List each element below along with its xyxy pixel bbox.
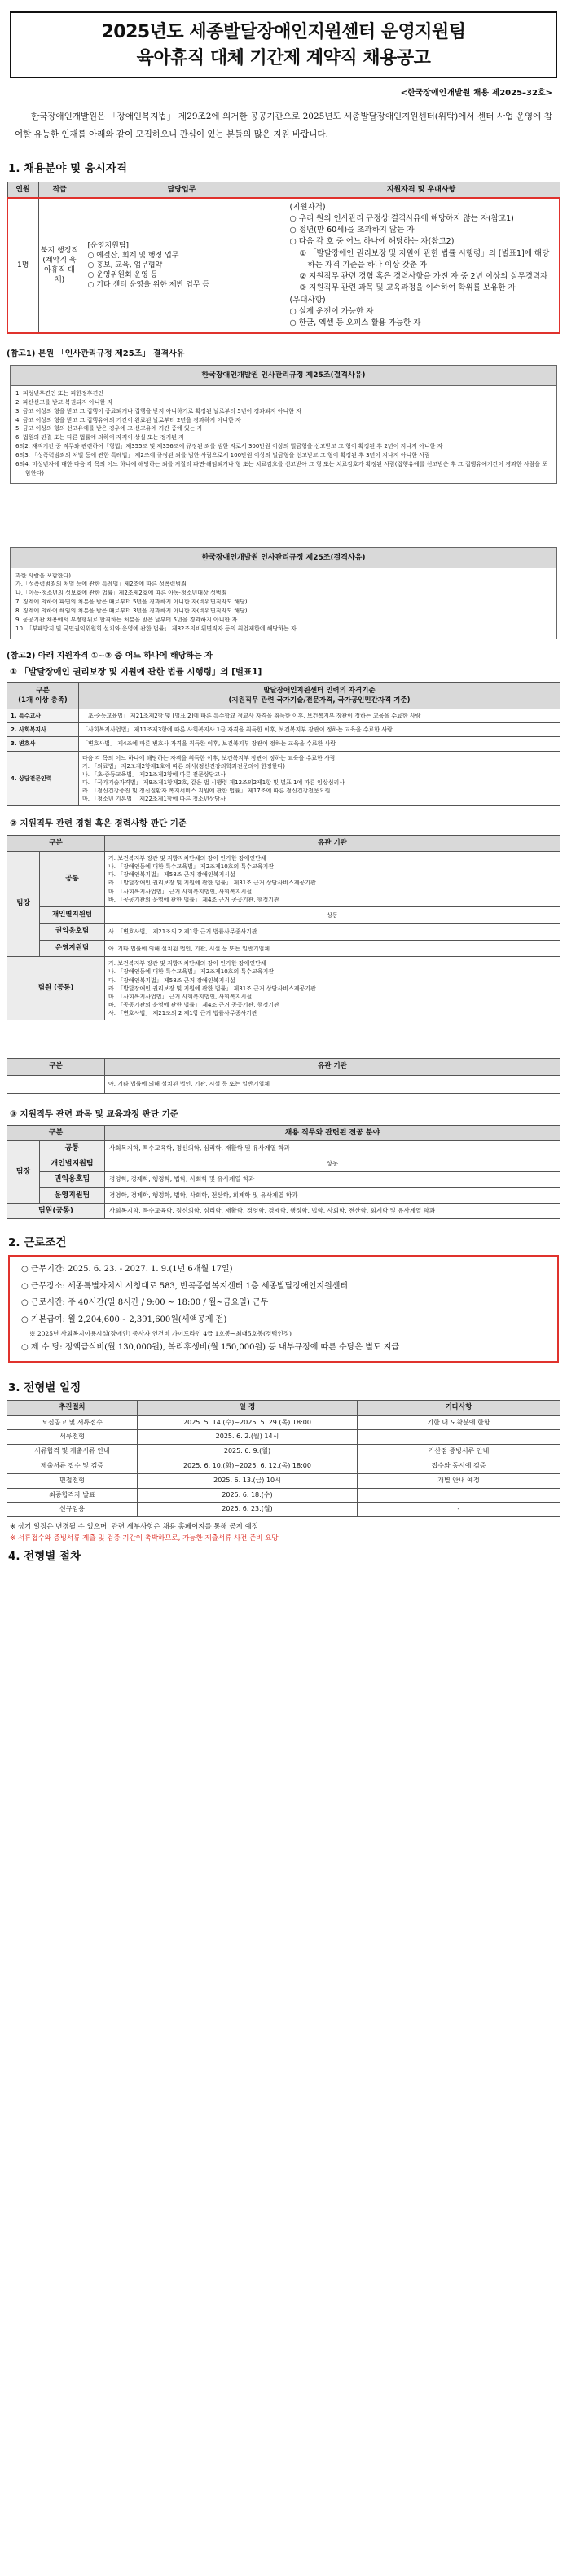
sched-col-date: 일 정 bbox=[138, 1401, 358, 1415]
schedule-step: 신규임용 bbox=[7, 1503, 138, 1517]
schedule-date: 2025. 6. 18.(수) bbox=[138, 1488, 358, 1503]
qualification-category: 1. 특수교사 bbox=[7, 709, 79, 723]
qualification-row bbox=[7, 751, 560, 806]
qualification-category: 4. 상담전문인력 bbox=[7, 751, 79, 806]
major-criteria-table bbox=[7, 1125, 560, 1219]
job-grade: 북지 행정직 (계약직 육아휴직 대체) bbox=[38, 198, 81, 334]
qualification-item: ③ 지원직무 관련 과목 및 교육과정을 이수하여 학위를 보유한 자 bbox=[299, 283, 516, 293]
experience-row bbox=[7, 852, 560, 907]
col-duties: 담당업무 bbox=[81, 182, 283, 198]
disqualification-box2-title: 한국장애인개발원 인사관리규정 제25조(결격사유) bbox=[11, 548, 556, 568]
schedule-row bbox=[7, 1415, 560, 1430]
schedule-step: 제출서류 접수 및 검증 bbox=[7, 1459, 138, 1474]
t1-col-standard: 발달장애인지원센터 인력의 자격기준 (지원직무 관련 국가기술/전문자격, 국가공인민간자격 기준) bbox=[79, 683, 560, 709]
schedule-row bbox=[7, 1488, 560, 1503]
section1-heading: 1. 채용분야 및 응시자격 bbox=[8, 162, 127, 176]
duty-item: ○ 홍보, 교육, 업무협약 bbox=[87, 261, 163, 270]
experience-team: 운영지원팀 bbox=[40, 940, 105, 956]
major-fields: 경영학, 경제학, 행정학, 법학, 사회학 및 유사계열 학과 bbox=[105, 1172, 560, 1187]
qualification-category: 2. 사회복지사 bbox=[7, 723, 79, 737]
experience-row bbox=[7, 906, 560, 923]
criteria3-heading: ③ 지원직무 관련 과목 및 교육과정 판단 기준 bbox=[10, 1108, 178, 1119]
preference-item: ○ 한글, 엑셀 등 오피스 활용 가능한 자 bbox=[289, 318, 421, 328]
disqualification-item: 1. 피성년후견인 또는 피한정후견인 bbox=[15, 390, 104, 397]
preference-item: ○ 실제 운전이 가능한 자 bbox=[289, 306, 374, 316]
schedule-note: 기한 내 도착분에 한함 bbox=[358, 1415, 560, 1430]
qualifications-cell bbox=[283, 198, 560, 334]
work-conditions-box bbox=[8, 1255, 559, 1363]
schedule-date: 2025. 6. 2.(월) 14시 bbox=[138, 1430, 358, 1445]
schedule-row bbox=[7, 1459, 560, 1474]
note2-heading: (참고2) 아래 지원자격 ①~③ 중 어느 하나에 해당하는 자 bbox=[7, 651, 213, 660]
schedule-date: 2025. 5. 14.(수)~2025. 5. 29.(목) 18:00 bbox=[138, 1415, 358, 1430]
experience-row bbox=[7, 924, 560, 940]
t2-member-text: 가. 보건복지부 장관 및 지방자치단체의 장이 인가한 장애인단체 나. 「장애인등에 대한 특수교육법」 제2조제10호의 특수교육기관 다. 「장애인복지법」 제58조 근거 장애인복지시설 라. 「발달장애인 권리보장 및 지원에 관한 법률」 제31조 근거 상담사비스제공기관 마. 「사회복지사업법」 근거 사회복지법인, 사회복지시설 바. 「공공기관의 운영에 관한 법률」 제4조 근거 공공기관, 행정기관 사. 「변호사법」 제21조의 2 제1항 근거 법률사무종사기관 bbox=[105, 957, 560, 1020]
t2b-row-text: 아. 기타 법률에 의해 설치된 법인, 기관, 시설 등 또는 일반기업체 bbox=[105, 1075, 560, 1093]
schedule-step: 서류전형 bbox=[7, 1430, 138, 1445]
criteria2-heading: ② 지원직무 관련 경험 혹은 경력사항 판단 기준 bbox=[10, 818, 187, 829]
section4-heading: 4. 전형별 절차 bbox=[8, 1550, 81, 1564]
qualification-standard-table bbox=[7, 682, 560, 806]
qualification-row bbox=[7, 723, 560, 737]
duty-item: ○ 운영위원회 운영 등 bbox=[87, 271, 158, 280]
duty-item: [운영지원팀] bbox=[87, 241, 129, 250]
schedule-date: 2025. 6. 9.(월) bbox=[138, 1445, 358, 1459]
major-fields: 상동 bbox=[105, 1156, 560, 1172]
schedule-step: 모집공고 및 서류접수 bbox=[7, 1415, 138, 1430]
experience-team: 개인별지원팀 bbox=[40, 906, 105, 923]
headcount: 1명 bbox=[7, 198, 38, 334]
criteria1-heading: ① 「발달장애인 권리보장 및 지원에 관한 법률 시행령」의 [별표1] bbox=[10, 667, 262, 678]
major-row bbox=[7, 1187, 560, 1203]
qualification-standard: 「사회복지사업법」 제11조제3항에 따른 사회복지사 1급 자격을 취득한 이후, 보건복지부 장관이 정하는 교육을 수료한 사람 bbox=[79, 723, 560, 737]
schedule-row bbox=[7, 1430, 560, 1445]
qualification-row bbox=[7, 709, 560, 723]
experience-team: 권익옹호팀 bbox=[40, 924, 105, 940]
section2-heading: 2. 근로조건 bbox=[8, 1235, 67, 1249]
disqualification-item: 가.「성폭력범죄의 처벌 등에 관한 특례법」제2조에 따른 성폭력범죄 bbox=[15, 581, 187, 588]
qualification-item: ② 지원직무 관련 경험 혹은 경력사항을 가진 자 중 2년 이상의 실무경력자 bbox=[299, 272, 548, 282]
disqualification-item: 6의2. 재직기간 중 직무와 관련하여「형법」제355조 및 제356조에 규정된 죄를 범한 자로서 300만원 이상의 벌금형을 선고받고 그 형이 확정된 후 2년이 지나지 아니한 자 bbox=[15, 443, 443, 450]
experience-criteria-table-continued bbox=[7, 1058, 560, 1093]
col-qualifications: 지원자격 및 우대사항 bbox=[283, 182, 560, 198]
major-fields: 사회복지학, 특수교육학, 정신의학, 심리학, 재활학 및 유사계열 학과 bbox=[105, 1141, 560, 1156]
t3-member-label: 팀원(공통) bbox=[7, 1203, 105, 1218]
major-team: 운영지원팀 bbox=[40, 1187, 105, 1203]
team-leader-group: 팀장 bbox=[7, 1141, 40, 1204]
sched-col-step: 추진절차 bbox=[7, 1401, 138, 1415]
qualification-category: 3. 변호사 bbox=[7, 737, 79, 751]
t2-col-institutions: 유관 기관 bbox=[105, 835, 560, 851]
disqualification-item: 9. 공공기관 채용에서 부정행위로 합격하는 처분을 받은 날부터 5년을 경과하지 아니한 자 bbox=[15, 616, 238, 623]
schedule-date: 2025. 6. 10.(화)~2025. 6. 12.(목) 18:00 bbox=[138, 1459, 358, 1474]
col-count: 인원 bbox=[7, 182, 38, 198]
experience-institutions: 사. 「변호사법」 제21조의 2 제1항 근거 법률사무종사기관 bbox=[105, 924, 560, 940]
title-box bbox=[10, 11, 557, 78]
schedule-note bbox=[358, 1430, 560, 1445]
schedule-row bbox=[7, 1503, 560, 1517]
schedule-remark-1: ※ 상기 일정은 변경될 수 있으며, 관련 세부사항은 채용 홈페이지를 통해 공지 예정 bbox=[10, 1523, 259, 1532]
schedule-table bbox=[7, 1400, 560, 1517]
qualification-item: ○ 다음 각 호 중 어느 하나에 해당하는 자(참고2) bbox=[289, 237, 455, 247]
duties-cell bbox=[81, 198, 283, 334]
experience-institutions: 상동 bbox=[105, 906, 560, 923]
section3-heading: 3. 전형별 일정 bbox=[8, 1381, 81, 1394]
t2-member-label: 팀원 (공통) bbox=[7, 957, 105, 1020]
disqualification-item: 과한 사람을 포함한다) bbox=[15, 572, 72, 579]
disqualification-box-title: 한국장애인개발원 인사관리규정 제25조(결격사유) bbox=[11, 366, 556, 386]
disqualification-item: 3. 금고 이상의 형을 받고 그 집행이 종료되거나 집행을 받지 아니하기로 확정된 날로부터 5년이 경과되지 아니한 자 bbox=[15, 407, 302, 415]
major-team: 공통 bbox=[40, 1141, 105, 1156]
t1-col-category: 구분 (1개 이상 충족) bbox=[7, 683, 79, 709]
t2b-col-category: 구분 bbox=[7, 1059, 105, 1075]
duty-item: ○ 기타 센터 운영을 위한 제반 업무 등 bbox=[87, 281, 210, 290]
schedule-step: 최종합격자 발표 bbox=[7, 1488, 138, 1503]
schedule-row bbox=[7, 1445, 560, 1459]
experience-team: 공통 bbox=[40, 852, 105, 907]
qualification-standard: 다음 각 목의 어느 하나에 해당하는 자격을 취득한 이후, 보건복지부 장관이 정하는 교육을 수료한 사람 가. 「의료법」 제2조제2항제1호에 따른 의사(정신건강의학과전문의에 한정한다) 나. 「초·중등교육법」 제21조제2항에 따른 전문상담교사 다. 「국가기술자격법」 제9조제1항제2호, 같은 법 시행령 제12조의2제1항 및 별표 1에 따른 임상심리사 라. 「정신건강증진 및 정신질환자 복지서비스 지원에 관한 법률」 제17조에 따른 정신건강전문요원 마. 「청소년 기본법」 제22조제1항에 따른 청소년상담사 bbox=[79, 751, 560, 806]
major-team: 권익옹호팀 bbox=[40, 1172, 105, 1187]
pref-heading: (우대사항) bbox=[289, 295, 326, 305]
schedule-row bbox=[7, 1473, 560, 1488]
qualification-standard: 「변호사법」 제4조에 따른 변호사 자격을 취득한 이후, 보건복지부 장관이 정하는 교육을 수료한 사람 bbox=[79, 737, 560, 751]
disqualification-box bbox=[10, 365, 557, 484]
disqualification-item: 6의3. 「성폭력범죄의 처벌 등에 관한 특례법」 제2조에 규정된 죄를 범한 사람으로서 100만원 이상의 벌금형을 선고받고 그 형이 확정된 후 3년이 지나지 아니한 사람 bbox=[15, 451, 430, 459]
note1-heading: (참고1) 본원 「인사관리규정 제25조」 결격사유 bbox=[7, 349, 185, 359]
schedule-note: 가산점 증빙서류 안내 bbox=[358, 1445, 560, 1459]
sched-col-notes: 기타사항 bbox=[358, 1401, 560, 1415]
disqualification-item: 6의4. 미성년자에 대한 다음 각 목의 어느 하나에 해당하는 죄를 저질러 파면·해임되거나 형 또는 치료감호를 선고받아 그 형 또는 치료감호가 확정된 사람(집행유예를 선고받은 후 그 집행유예기간이 경과한 사람을 포함한다) bbox=[15, 460, 548, 476]
disqualification-item: 나.「아동·청소년의 성보호에 관한 법률」제2조제2호에 따른 아동·청소년대상 성범죄 bbox=[15, 590, 227, 597]
schedule-date: 2025. 6. 13.(금) 10시 bbox=[138, 1473, 358, 1488]
intro-paragraph: 한국장애인개발원은 「장애인복지법」 제29조2에 의거한 공공기관으로 2025년도 세종발달장애인지원센터(위탁)에서 센터 사업 운영에 참여할 유능한 인재를 아래와 같이 모집하오니 관심이 있는 분들의 많은 지원 바랍니다. bbox=[15, 112, 552, 139]
disqualification-item: 4. 금고 이상의 형을 받고 그 집행유예의 기간이 완료된 날로부터 2년을 경과하지 아니한 자 bbox=[15, 416, 241, 423]
experience-institutions: 가. 보건복지부 장관 및 지방자치단체의 장이 인가한 장애인단체 나. 「장애인등에 대한 특수교육법」 제2조제10호의 특수교육기관 다. 「장애인복지법」 제58조 근거 장애인복지시설 라. 「발달장애인 권리보장 및 지원에 관한 법률」 제31조 근거 상담사비스제공기관 마. 「사회복지사업법」 근거 사회복지법인, 사회복지시설 바. 「공공기관의 운영에 관한 법률」 제4조 근거 공공기관, 행정기관 bbox=[105, 852, 560, 907]
major-team: 개인별지원팀 bbox=[40, 1156, 105, 1172]
major-fields: 경영학, 경제학, 행정학, 법학, 사회학, 전산학, 회계학 및 유사계열 학과 bbox=[105, 1187, 560, 1203]
col-grade: 직급 bbox=[38, 182, 81, 198]
schedule-step: 서류합격 및 제출서류 안내 bbox=[7, 1445, 138, 1459]
recruitment-table bbox=[7, 182, 560, 335]
disqualification-item: 6. 법원의 판결 또는 다른 법률에 의하여 자격이 상실 또는 정지된 자 bbox=[15, 434, 184, 441]
qualification-item: ① 「발달장애인 권리보장 및 지원에 관한 법률 시행령」의 [별표1]에 해당하는 자격 기준을 하나 이상 갖춘 자 bbox=[299, 248, 550, 270]
schedule-step: 면접전형 bbox=[7, 1473, 138, 1488]
duty-item: ○ 예결산, 회계 및 행정 업무 bbox=[87, 251, 179, 260]
disqualification-item: 8. 징계에 의하여 해임의 처분을 받은 때로부터 3년을 경과하지 아니한 자(비위면직자도 해당) bbox=[15, 608, 248, 615]
announcement-number: <한국장애인개발원 채용 제2025–32호> bbox=[400, 88, 552, 98]
disqualification-box-continued bbox=[10, 547, 557, 639]
major-row bbox=[7, 1172, 560, 1187]
salary-note: ※ 2025년 사회복지이용시설(장애인) 종사자 인건비 가이드라인 4급 1호봉~최대5호봉(경력인정) bbox=[29, 1330, 292, 1337]
t2b-col-institutions: 유관 기관 bbox=[105, 1059, 560, 1075]
schedule-note: - bbox=[358, 1503, 560, 1517]
t3-col-category: 구분 bbox=[7, 1125, 105, 1140]
qualification-item: ○ 정년(만 60세)을 초과하지 않는 자 bbox=[289, 226, 415, 235]
work-condition-item: ○ 근로시간: 주 40시간(일 8시간 / 9:00 ~ 18:00 / 월~금요일) 근무 bbox=[21, 1298, 269, 1307]
work-condition-item: ○ 근무장소: 세종특별자치시 시청대로 583, 반곡종합복지센터 1층 세종발달장애인지원센터 bbox=[21, 1281, 349, 1291]
team-leader-group: 팀장 bbox=[7, 852, 40, 957]
disqualification-item: 10. 「부패방지 및 국민권익위원회 설치와 운영에 관한 법률」 제82조의비위면직자 등의 취업제한에 해당하는 자 bbox=[15, 625, 297, 632]
t3-col-majors: 채용 직무와 관련된 전공 분야 bbox=[105, 1125, 560, 1140]
disqualification-item: 5. 금고 이상의 형의 선고유예를 받은 경우에 그 선고유예 기간 중에 있는 자 bbox=[15, 425, 203, 432]
experience-institutions: 아. 기타 법률에 의해 설치된 법인, 기관, 시설 등 또는 일반기업체 bbox=[105, 940, 560, 956]
experience-row bbox=[7, 940, 560, 956]
schedule-remark-2: ※ 서류접수와 증빙서류 제출 및 검증 기간이 촉박하므로, 가능한 제출서류 사전 준비 요망 bbox=[10, 1534, 279, 1543]
title-line-1: 2025년도 세종발달장애인지원센터 운영지원팀 bbox=[101, 22, 466, 42]
major-row bbox=[7, 1156, 560, 1172]
qual-heading: (지원자격) bbox=[289, 202, 326, 212]
qualification-item: ○ 우리 원의 인사관리 규정상 결격사유에 해당하지 않는 자(참고1) bbox=[289, 213, 514, 223]
allowance-item: ○ 제 수 당: 정액급식비(월 130,000원), 복리후생비(월 150,000원) 등 내부규정에 따른 수당은 별도 지급 bbox=[21, 1342, 400, 1352]
work-condition-item: ○ 근무기간: 2025. 6. 23. - 2027. 1. 9.(1년 6개월 17일) bbox=[21, 1265, 233, 1274]
work-condition-item: ○ 기본급여: 월 2,204,600~ 2,391,600원(세액공제 전) bbox=[21, 1314, 227, 1324]
disqualification-item: 7. 징계에 의하여 파면의 처분을 받은 때로부터 5년을 경과하지 아니한 자(비위면직자도 해당) bbox=[15, 599, 248, 606]
schedule-note bbox=[358, 1488, 560, 1503]
title-line-2: 육아휴직 대체 기간제 계약직 채용공고 bbox=[136, 47, 431, 68]
disqualification-item: 2. 파산선고를 받고 복권되지 아니한 자 bbox=[15, 398, 113, 406]
major-row bbox=[7, 1141, 560, 1156]
schedule-date: 2025. 6. 23.(월) bbox=[138, 1503, 358, 1517]
qualification-standard: 「초·중등교육법」 제21조제2항 및 [별표 2]에 따른 특수학교 정교사 자격을 취득한 이후, 보건복지부 장관이 정하는 교육을 수료한 사람 bbox=[79, 709, 560, 723]
schedule-note: 개별 안내 예정 bbox=[358, 1473, 560, 1488]
experience-criteria-table bbox=[7, 835, 560, 1021]
qualification-row bbox=[7, 737, 560, 751]
schedule-note: 접수와 동시에 검증 bbox=[358, 1459, 560, 1474]
t3-member-text: 사회복지학, 특수교육학, 정신의학, 심리학, 재활학, 경영학, 경제학, 행정학, 법학, 사회학, 전산학, 회계학 및 유사계열 학과 bbox=[105, 1203, 560, 1218]
t2-col-category: 구분 bbox=[7, 835, 105, 851]
